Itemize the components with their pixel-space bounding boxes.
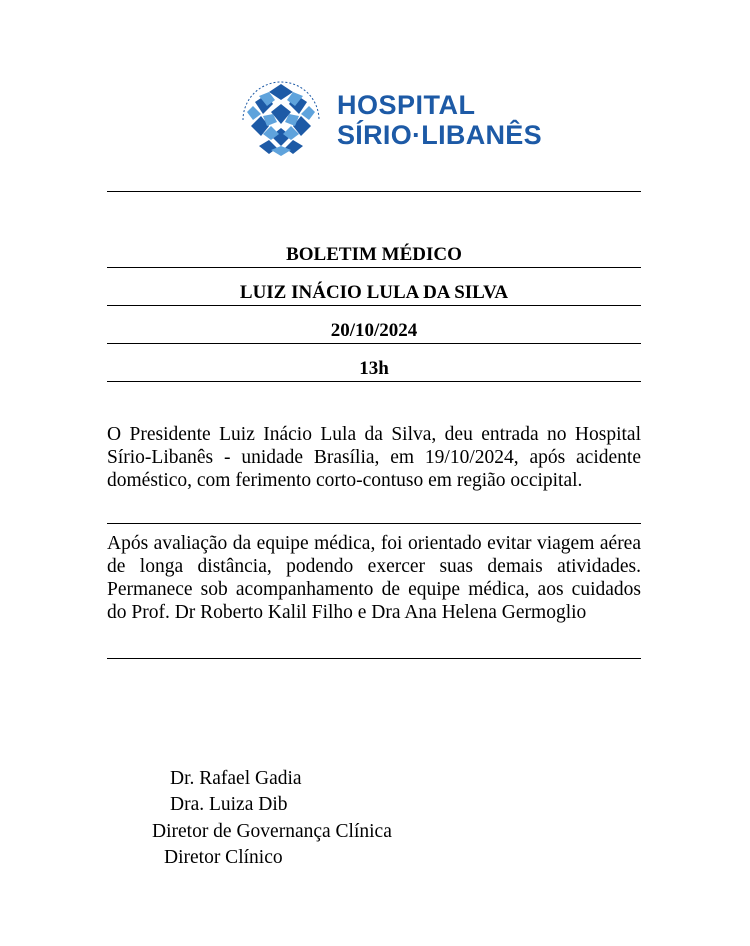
divider	[107, 343, 641, 344]
divider	[107, 305, 641, 306]
signature-name-2: Dra. Luiza Dib	[170, 794, 288, 815]
divider	[107, 523, 641, 524]
paragraph-admission: O Presidente Luiz Inácio Lula da Silva, deu entrada no Hospital Sírio-Libanês - unidade Brasília, em 19/10/2024, após acidente doméstico, com ferimento corto-contuso em região occipital.	[107, 424, 641, 491]
divider	[107, 381, 641, 382]
bulletin-date: 20/10/2024	[330, 320, 418, 341]
signature-role-2: Diretor Clínico	[164, 847, 283, 868]
hospital-logo	[185, 50, 565, 180]
divider	[107, 191, 641, 192]
logo-text-hospital: HOSPITAL	[337, 90, 476, 120]
hospital-emblem-icon	[233, 76, 329, 162]
divider	[107, 267, 641, 268]
signature-role-1: Diretor de Governança Clínica	[152, 821, 392, 842]
paragraph-evaluation: Após avaliação da equipe médica, foi orientado evitar viagem aérea de longa distância, podendo exercer suas demais atividades. Permanece sob acompanhamento de equipe médica, aos cuidados do Prof. Dr Roberto Kalil Filho e Dra Ana Helena Germoglio	[107, 533, 641, 623]
patient-name: LUIZ INÁCIO LULA DA SILVA	[239, 282, 509, 303]
bulletin-title: BOLETIM MÉDICO	[286, 244, 462, 265]
bulletin-time: 13h	[359, 358, 389, 379]
divider	[107, 658, 641, 659]
signature-name-1: Dr. Rafael Gadia	[170, 768, 302, 789]
logo-text-sirio-libanes: SÍRIO·LIBANÊS	[337, 120, 542, 150]
